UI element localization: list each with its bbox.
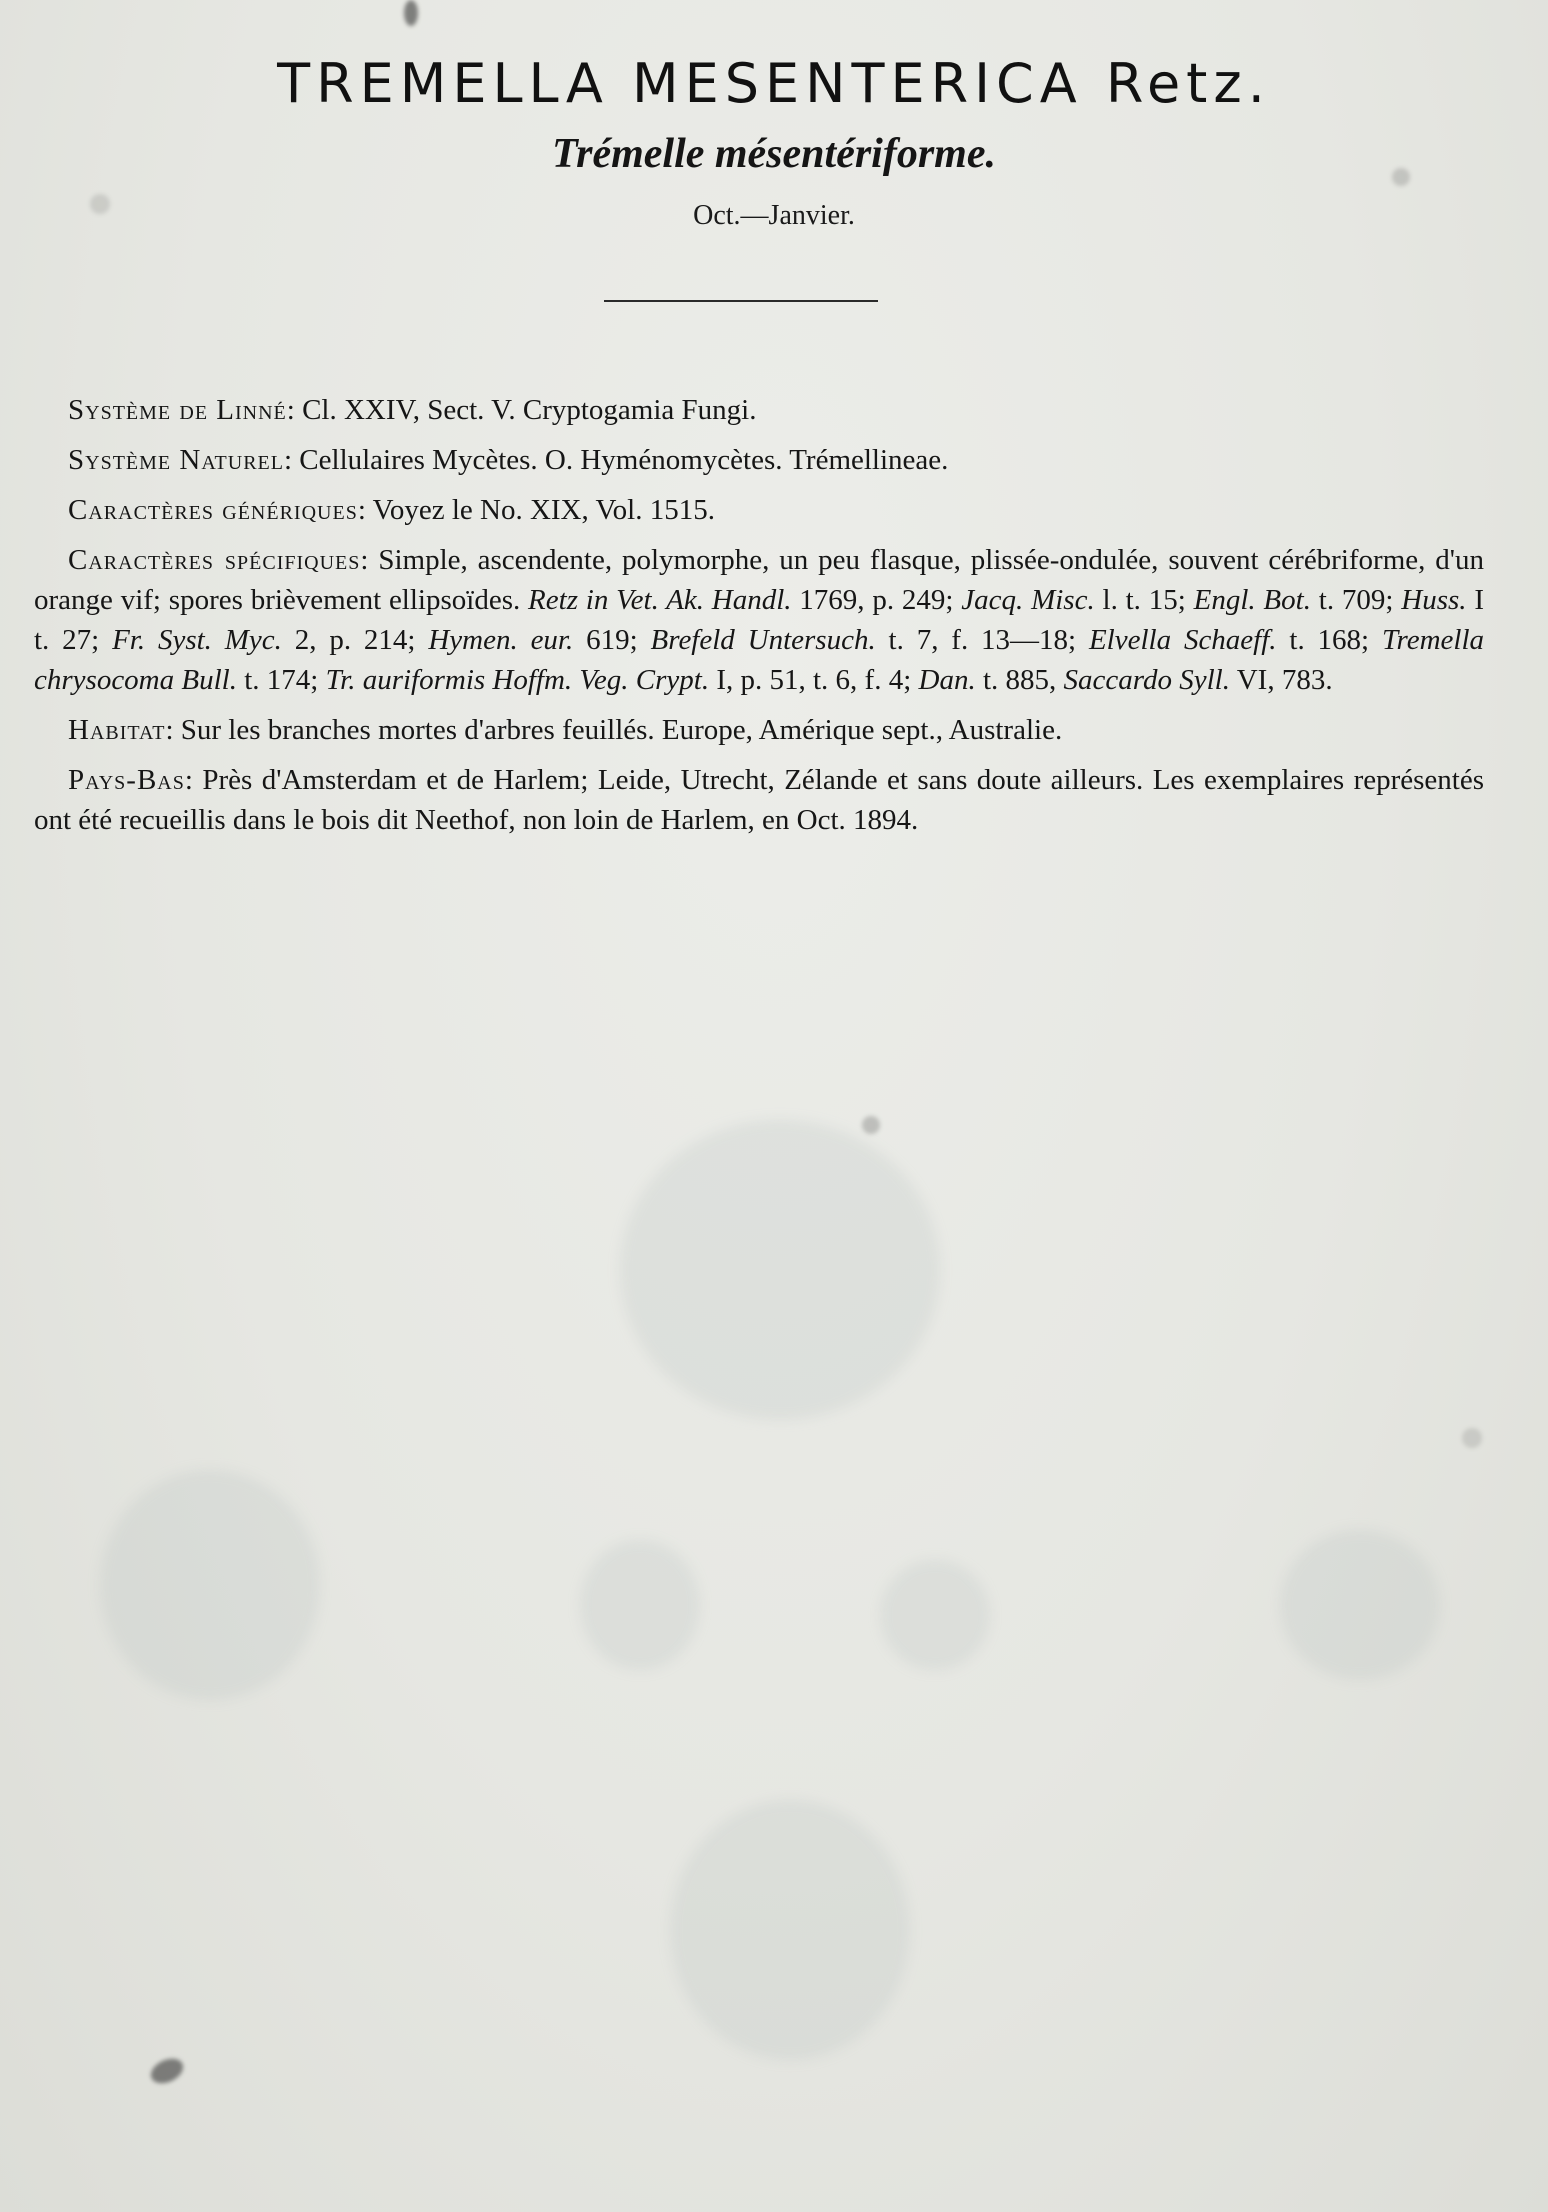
- section-text: Cellulaires Mycètes. O. Hyménomycètes. Trémellineae.: [299, 444, 949, 476]
- bleed-through-blob: [670, 1800, 910, 2060]
- ink-speck: [404, 0, 418, 26]
- bleed-through-blob: [580, 1540, 700, 1670]
- section-text: I, p. 51, t. 6, f. 4;: [709, 664, 919, 696]
- section-pays-bas: Pays-Bas: Près d'Amsterdam et de Harlem; Leide, Utrecht, Zélande et sans doute ailleurs. Les exemplaires représentés ont été recueillis dans le bois dit Neethof, non loin de Harlem, en Oct. 1894.: [34, 764, 1484, 836]
- section-text: I t. 27;: [34, 584, 1484, 656]
- section-habitat: Habitat: Sur les branches mortes d'arbres feuillés. Europe, Amérique sept., Australie.: [68, 714, 1063, 746]
- section-label: Caractères génériques: [68, 494, 358, 526]
- section-text: t. 168;: [1276, 624, 1382, 656]
- ink-speck: [147, 2054, 187, 2088]
- section-text: Simple, ascendente, polymorphe, un peu flasque, plissée-ondulée, souvent cérébriforme, d'un orange vif; spores brièvement ellipsoïdes.: [34, 544, 1485, 616]
- citation: Dan.: [918, 664, 976, 696]
- ink-speck: [862, 1116, 880, 1134]
- section-text: Voyez le No. XIX, Vol. 1515.: [372, 494, 715, 526]
- section-text: VI, 783.: [1230, 664, 1333, 696]
- section-text: Près d'Amsterdam et de Harlem; Leide, Utrecht, Zélande et sans doute ailleurs. Les exemplaires représentés ont été recueillis dans le bois dit Neethof, non loin de Harlem, en Oct. 1894.: [34, 764, 1484, 836]
- citation: Tremella chrysocoma Bull.: [34, 624, 1485, 696]
- season-range: Oct.—Janvier.: [693, 200, 855, 231]
- section-text: t. 7, f. 13—18;: [875, 624, 1089, 656]
- citation: Jacq. Misc.: [961, 584, 1095, 616]
- species-title: TREMELLA MESENTERICA Retz.: [277, 52, 1271, 115]
- citation: Elvella Schaeff.: [1088, 624, 1277, 656]
- section-specifiques: Caractères spécifiques: Simple, ascendente, polymorphe, un peu flasque, plissée-ondulée, souvent cérébriforme, d'un orange vif; spores brièvement ellipsoïdes. Retz in Vet. Ak. Handl. 1769, p. 249; Jacq. Misc. l. t. 15; Engl. Bot. t. 709; Huss. I t. 27; Fr. Syst. Myc. 2, p. 214; Hymen. eur. 619; Brefeld Untersuch. t. 7, f. 13—18; Elvella Schaeff. t. 168; Tremella chrysocoma Bull. t. 174; Tr. auriformis Hoffm. Veg. Crypt. I, p. 51, t. 6, f. 4; Dan. t. 885, Saccardo Syll. VI, 783.: [34, 544, 1485, 696]
- citation: Tr. auriformis Hoffm. Veg. Crypt.: [325, 664, 710, 696]
- bleed-through-blob: [100, 1470, 320, 1700]
- bleed-through-blob: [620, 1120, 940, 1420]
- section-text: Cl. XXIV, Sect. V. Cryptogamia Fungi.: [302, 394, 757, 426]
- citation: Retz in Vet. Ak. Handl.: [528, 584, 792, 616]
- section-naturel: Système Naturel: Cellulaires Mycètes. O. Hyménomycètes. Trémellineae.: [68, 444, 949, 476]
- citation: Huss.: [1401, 584, 1467, 616]
- section-text: 1769, p. 249;: [791, 584, 962, 616]
- section-label: Système de Linné: [68, 394, 287, 426]
- citation: Saccardo Syll.: [1063, 664, 1230, 696]
- ink-speck: [1462, 1428, 1482, 1448]
- section-text: 619;: [573, 624, 651, 656]
- section-text: l. t. 15;: [1094, 584, 1194, 616]
- section-text: t. 174;: [236, 664, 326, 696]
- section-label: Habitat: [68, 714, 166, 746]
- section-label: Système Naturel: [68, 444, 284, 476]
- section-text: t. 885,: [975, 664, 1064, 696]
- bleed-through-blob: [1280, 1530, 1440, 1680]
- citation: Hymen. eur.: [428, 624, 574, 656]
- title-divider: [604, 300, 878, 302]
- section-label: Caractères spécifiques: [68, 544, 361, 576]
- section-generiques: Caractères génériques: Voyez le No. XIX, Vol. 1515.: [68, 494, 715, 526]
- section-text: Sur les branches mortes d'arbres feuillés. Europe, Amérique sept., Australie.: [180, 714, 1063, 746]
- description-body: [34, 390, 1484, 850]
- bleed-through-blob: [880, 1560, 990, 1670]
- section-text: t. 709;: [1310, 584, 1402, 616]
- french-name: Trémelle mésentériforme.: [552, 131, 996, 177]
- citation: Brefeld Untersuch.: [650, 624, 876, 656]
- section-linne: Système de Linné: Cl. XXIV, Sect. V. Cryptogamia Fungi.: [68, 394, 757, 426]
- section-label: Pays-Bas: [68, 764, 185, 796]
- citation: Engl. Bot.: [1193, 584, 1311, 616]
- section-text: 2, p. 214;: [281, 624, 429, 656]
- citation: Fr. Syst. Myc.: [112, 624, 282, 656]
